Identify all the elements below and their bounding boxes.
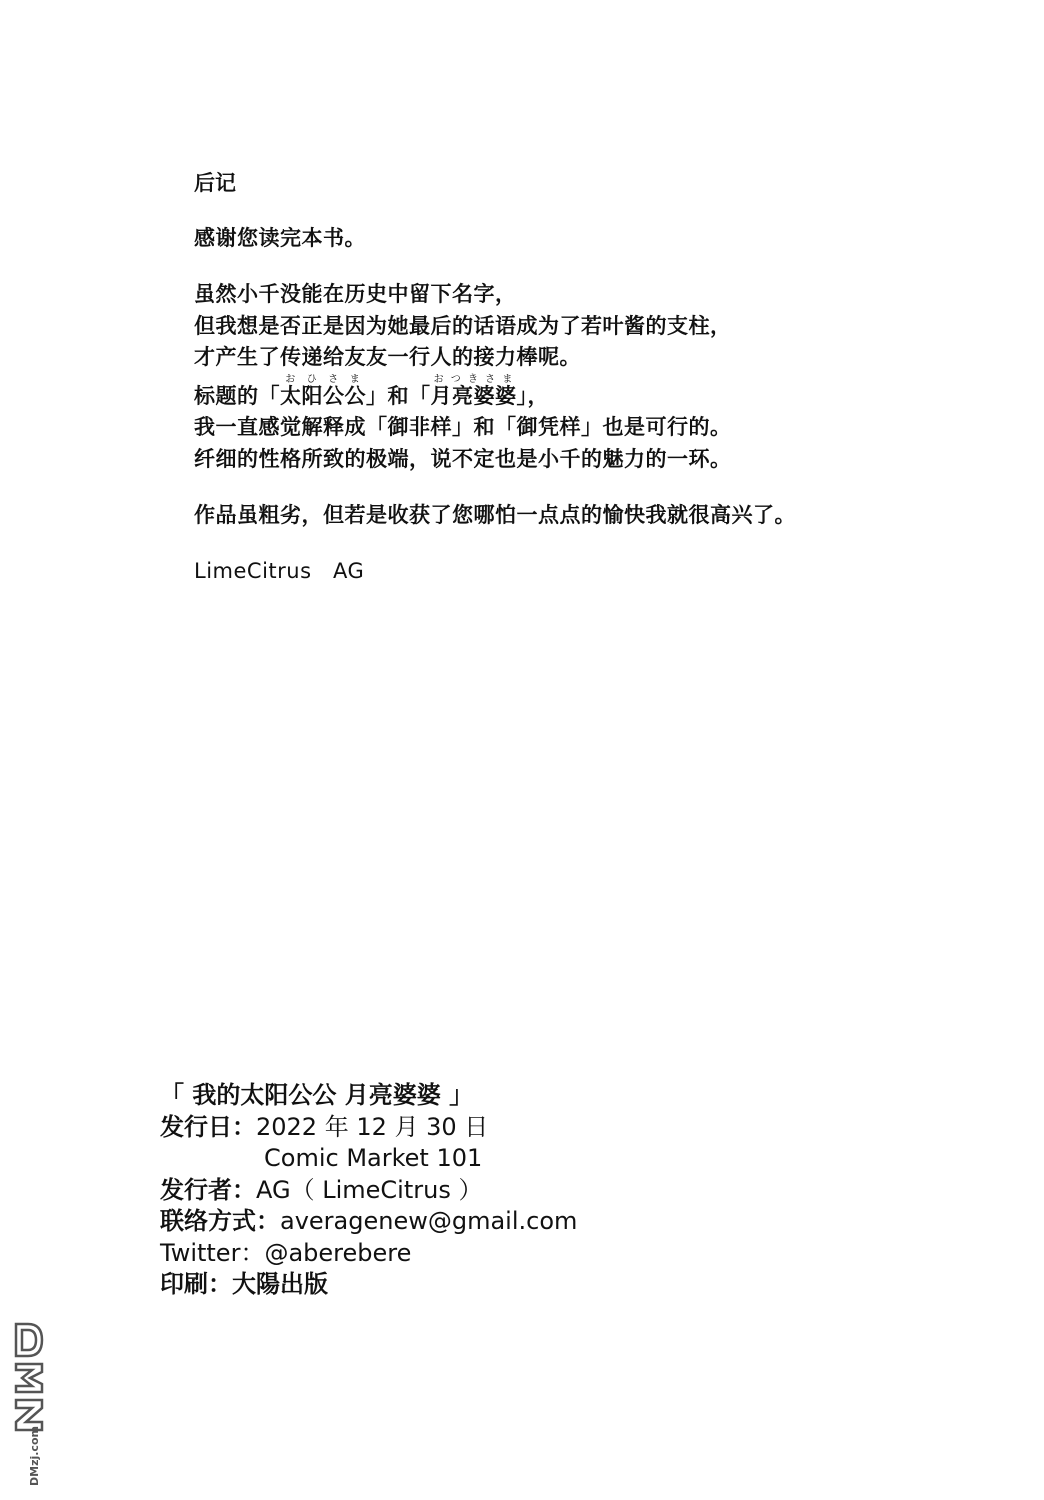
watermark-text-label: DMzj.com bbox=[28, 1426, 41, 1486]
watermark-logo bbox=[8, 1320, 48, 1490]
line4-part-b: 」和「 bbox=[366, 383, 431, 408]
ruby-sun bbox=[280, 373, 366, 408]
closing-line: 作品虽粗劣，但若是收获了您哪怕一点点的愉快我就很高兴了。 bbox=[194, 503, 796, 527]
thanks-line: 感谢您读完本书。 bbox=[194, 226, 366, 250]
signature: LimeCitrus AG bbox=[194, 559, 365, 583]
watermark-logo-graphic bbox=[8, 1320, 48, 1490]
publisher-row bbox=[160, 1175, 680, 1207]
contact-email: averagenew@gmail.com bbox=[280, 1207, 578, 1235]
twitter-handle: @aberebere bbox=[264, 1238, 412, 1267]
body-line-4 bbox=[194, 374, 954, 413]
printer-value: 大陽出版 bbox=[232, 1270, 328, 1298]
contact-row bbox=[160, 1206, 680, 1238]
afterword-body bbox=[194, 279, 954, 475]
line4-part-c: 」， bbox=[516, 383, 549, 408]
printer-label: 印刷： bbox=[160, 1270, 232, 1298]
ruby-moon-base: 月亮婆婆 bbox=[430, 383, 517, 408]
line4-part-a: 标题的「 bbox=[194, 383, 280, 408]
release-date-row bbox=[160, 1112, 680, 1144]
body-line-1: 虽然小千没能在历史中留下名字， bbox=[194, 282, 517, 306]
afterword bbox=[194, 168, 954, 587]
watermark-text bbox=[28, 1426, 41, 1486]
publisher-label: 发行者： bbox=[160, 1175, 256, 1204]
book-title: 「 我的太阳公公 月亮婆婆 」 bbox=[160, 1081, 474, 1109]
ruby-sun-reading: おひさま bbox=[280, 373, 366, 385]
publisher-value: AG（ LimeCitrus ） bbox=[256, 1175, 483, 1204]
ruby-moon-reading: おつきさま bbox=[430, 373, 517, 385]
body-line-3: 才产生了传递给友友一行人的接力棒呢。 bbox=[194, 345, 581, 369]
twitter-row bbox=[160, 1238, 680, 1270]
body-line-6: 纤细的性格所致的极端，说不定也是小千的魅力的一环。 bbox=[194, 446, 732, 471]
body-line-5: 我一直感觉解释成「御非样」和「御凭样」也是可行的。 bbox=[194, 415, 732, 439]
release-date-label: 发行日： bbox=[160, 1112, 256, 1141]
event-name: Comic Market 101 bbox=[264, 1144, 483, 1172]
ruby-moon bbox=[430, 373, 517, 408]
contact-label: 联络方式： bbox=[160, 1207, 280, 1235]
colophon bbox=[160, 1080, 680, 1301]
release-date-value: 2022 年 12 月 30 日 bbox=[256, 1112, 489, 1141]
body-line-2: 但我想是否正是因为她最后的话语成为了若叶酱的支柱， bbox=[194, 313, 732, 338]
printer-row bbox=[160, 1269, 680, 1301]
twitter-label: Twitter： bbox=[160, 1238, 265, 1267]
ruby-sun-base: 太阳公公 bbox=[280, 383, 366, 408]
afterword-heading: 后记 bbox=[194, 171, 236, 195]
